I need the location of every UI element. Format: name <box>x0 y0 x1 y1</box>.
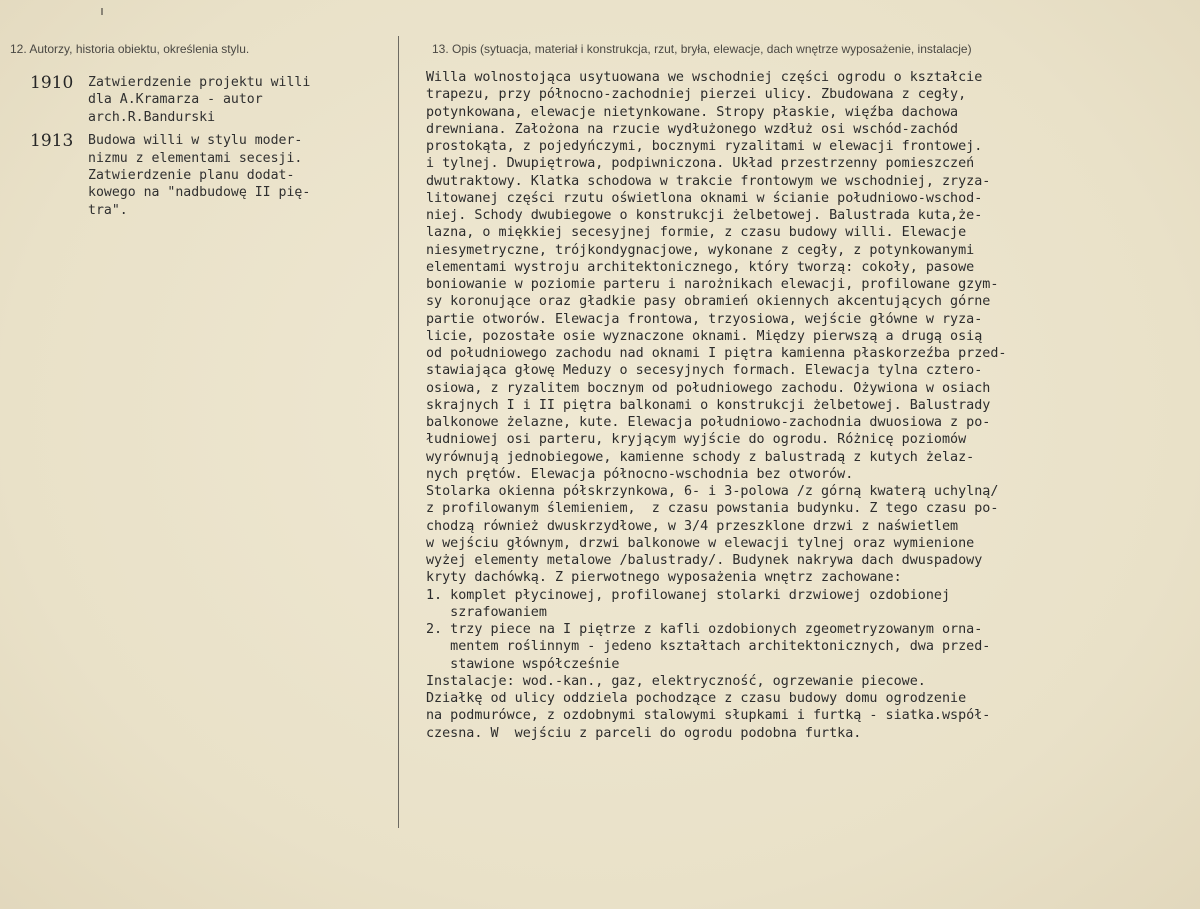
history-column <box>30 74 390 225</box>
description-line: trapezu, przy północno-zachodniej pierzei ulicy. Zbudowana z cegły, <box>426 87 967 103</box>
description-line: partie otworów. Elewacja frontowa, trzyosiowa, wejście główne w ryza- <box>426 311 983 327</box>
description-line: wyrównują jednobiegowe, kamienne schody z balustradą z kutych żelaz- <box>426 449 975 465</box>
description-line: stawiająca głowę Meduzy o secesyjnych formach. Elewacja tylna cztero- <box>426 363 983 379</box>
description-line: Willa wolnostojąca usytuowana we wschodniej części ogrodu o kształcie <box>426 70 983 85</box>
description-line: skrajnych I i II piętra balkonami o konstrukcji żelbetowej. Balustrady <box>426 397 991 413</box>
history-entry <box>30 132 390 219</box>
description-line: licie, pozostałe osie wyznaczone oknami. Między pierwszą a drugą osią <box>426 328 983 344</box>
description-line: szrafowaniem <box>426 604 547 620</box>
description-line: litowanej części rzutu oświetlona oknami w ścianie południowo-wschod- <box>426 190 983 206</box>
column-divider <box>398 36 399 828</box>
description-line: boniowanie w poziomie parteru i narożnikach elewacji, profilowane gzym- <box>426 277 999 292</box>
description-line: w wejściu głównym, drzwi balkonowe w elewacji tylnej oraz wymienione <box>426 535 975 551</box>
description-line: wyżej elementy metalowe /balustrady/. Budynek nakrywa dach dwuspadowy <box>426 553 983 568</box>
description-line: prostokąta, z pojedyńczymi, bocznymi ryzalitami w elewacji frontowej. <box>426 139 983 154</box>
history-entry <box>30 74 390 126</box>
description-line: i tylnej. Dwupiętrowa, podpiwniczona. Układ przestrzenny pomieszczeń <box>426 156 975 172</box>
description-line: z profilowanym ślemieniem, z czasu powstania budynku. Z tego czasu po- <box>426 501 999 517</box>
description-line: Stolarka okienna półskrzynkowa, 6- i 3-polowa /z górną kwaterą uchylną/ <box>426 484 999 499</box>
description-line: drewniana. Założona na rzucie wydłużonego wzdłuż osi wschód-zachód <box>426 121 959 137</box>
description-line: mentem roślinnym - jedeno kształtach architektonicznych, dwa przed- <box>426 639 991 655</box>
description-line: kryty dachówką. Z pierwotnego wyposażenia wnętrz zachowane: <box>426 570 902 586</box>
description-line: elementami wystroju architektonicznego, który tworzą: cokoły, pasowe <box>426 259 975 275</box>
description-line: 2. trzy piece na I piętrze z kafli ozdobionych zgeometryzowanym ornа- <box>426 622 983 637</box>
description-line: czesna. W wejściu z parceli do ogrodu podobna furtka. <box>426 725 862 741</box>
description-line: chodzą również dwuskrzydłowe, w 3/4 przeszklone drzwi z naświetlem <box>426 518 959 534</box>
history-text: Zatwierdzenie projektu willi dla A.Kramarza - autor arch.R.Bandurski <box>88 75 311 125</box>
description-line: Instalacje: wod.-kan., gaz, elektryczność, ogrzewanie piecowe. <box>426 673 926 689</box>
history-text: Budowa willi w stylu moder- nizmu z elementami secesji. Zatwierdzenie planu dodat- kowego na "nadbudowę II pię- tra". <box>88 133 311 218</box>
description-line: niesymetryczne, trójkondygnacjowe, wykonane z cegły, z potynkowanymi <box>426 242 975 258</box>
paper-mark <box>101 8 103 15</box>
left-column-label: 12. Autorzy, historia obiektu, określenia stylu. <box>10 42 250 56</box>
description-line: na podmurówce, z ozdobnymi stalowymi słupkami i furtką - siatka.współ- <box>426 708 991 724</box>
description-column <box>426 69 1186 742</box>
history-year: 1910 <box>30 73 74 93</box>
description-line: sy koronujące oraz gładkie pasy obramień okiennych akcentujących górne <box>426 294 991 310</box>
description-line: stawione współcześnie <box>426 656 620 672</box>
description-line: balkonowe żelazne, kute. Elewacja południowo-zachodnia dwuosiowa z po- <box>426 415 991 430</box>
description-line: Działkę od ulicy oddziela pochodzące z czasu budowy domu ogrodzenie <box>426 691 967 706</box>
description-line: lazna, o miękkiej secesyjnej formie, z czasu budowy willi. Elewacje <box>426 225 967 241</box>
description-line: niej. Schody dwubiegowe o konstrukcji żelbetowej. Balustrada kuta,że- <box>426 208 983 223</box>
description-line: od południowego zachodu nad oknami I piętra kamienna płaskorzeźba przed- <box>426 346 1007 361</box>
description-line: 1. komplet płycinowej, profilowanej stolarki drzwiowej ozdobionej <box>426 587 951 603</box>
history-year: 1913 <box>30 131 74 152</box>
description-line: potynkowana, elewacje nietynkowane. Stropy płaskie, więźba dachowa <box>426 104 959 120</box>
description-line: łudniowej osi parteru, kryjącym wyjście do ogrodu. Różnicę poziomów <box>426 432 967 448</box>
description-line: nych prętów. Elewacja północno-wschodnia bez otworów. <box>426 466 854 482</box>
right-column-label: 13. Opis (sytuacja, materiał i konstrukcja, rzut, bryła, elewacje, dach wnętrze wyposażenie, instalacje) <box>432 42 972 56</box>
description-line: osiowa, z ryzalitem bocznym od południowego zachodu. Ożywiona w osiach <box>426 380 991 396</box>
description-line: dwutraktowy. Klatka schodowa w trakcie frontowym we wschodniej, zryza- <box>426 173 991 189</box>
